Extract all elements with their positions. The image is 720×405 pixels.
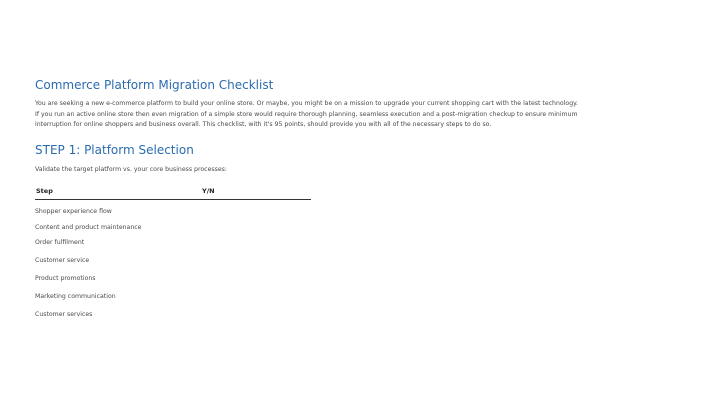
column-header-step: Step <box>36 187 53 195</box>
step1-heading: STEP 1: Platform Selection <box>35 143 194 157</box>
checklist-row: Product promotions <box>35 275 96 282</box>
checklist-row: Shopper experience flow <box>35 208 112 215</box>
document-title: Commerce Platform Migration Checklist <box>35 78 274 92</box>
checklist-row: Order fulfilment <box>35 239 85 246</box>
checklist-row: Content and product maintenance <box>35 224 142 231</box>
intro-text <box>35 99 605 130</box>
intro-paragraph-1: You are seeking a new e-commerce platform to build your online store. Or maybe, you might be on a mission to upgrade your current shopping cart with the latest technology. <box>35 100 578 107</box>
step1-subtitle: Validate the target platform vs. your core business processes: <box>35 166 227 173</box>
column-header-yn: Y/N <box>202 187 215 195</box>
checklist-row: Marketing communication <box>35 293 116 300</box>
intro-paragraph-2: If you run an active online store then even migration of a simple store would require thorough planning, seamless execution and a post-migration checkup to ensure minimum interruption for online shoppers and business overall. This checklist, with it's 95 points, should provide you with all of the necessary steps to do so. <box>35 111 578 128</box>
checklist-row: Customer services <box>35 311 93 318</box>
checklist-table-header <box>35 185 311 200</box>
checklist-row: Customer service <box>35 257 90 264</box>
